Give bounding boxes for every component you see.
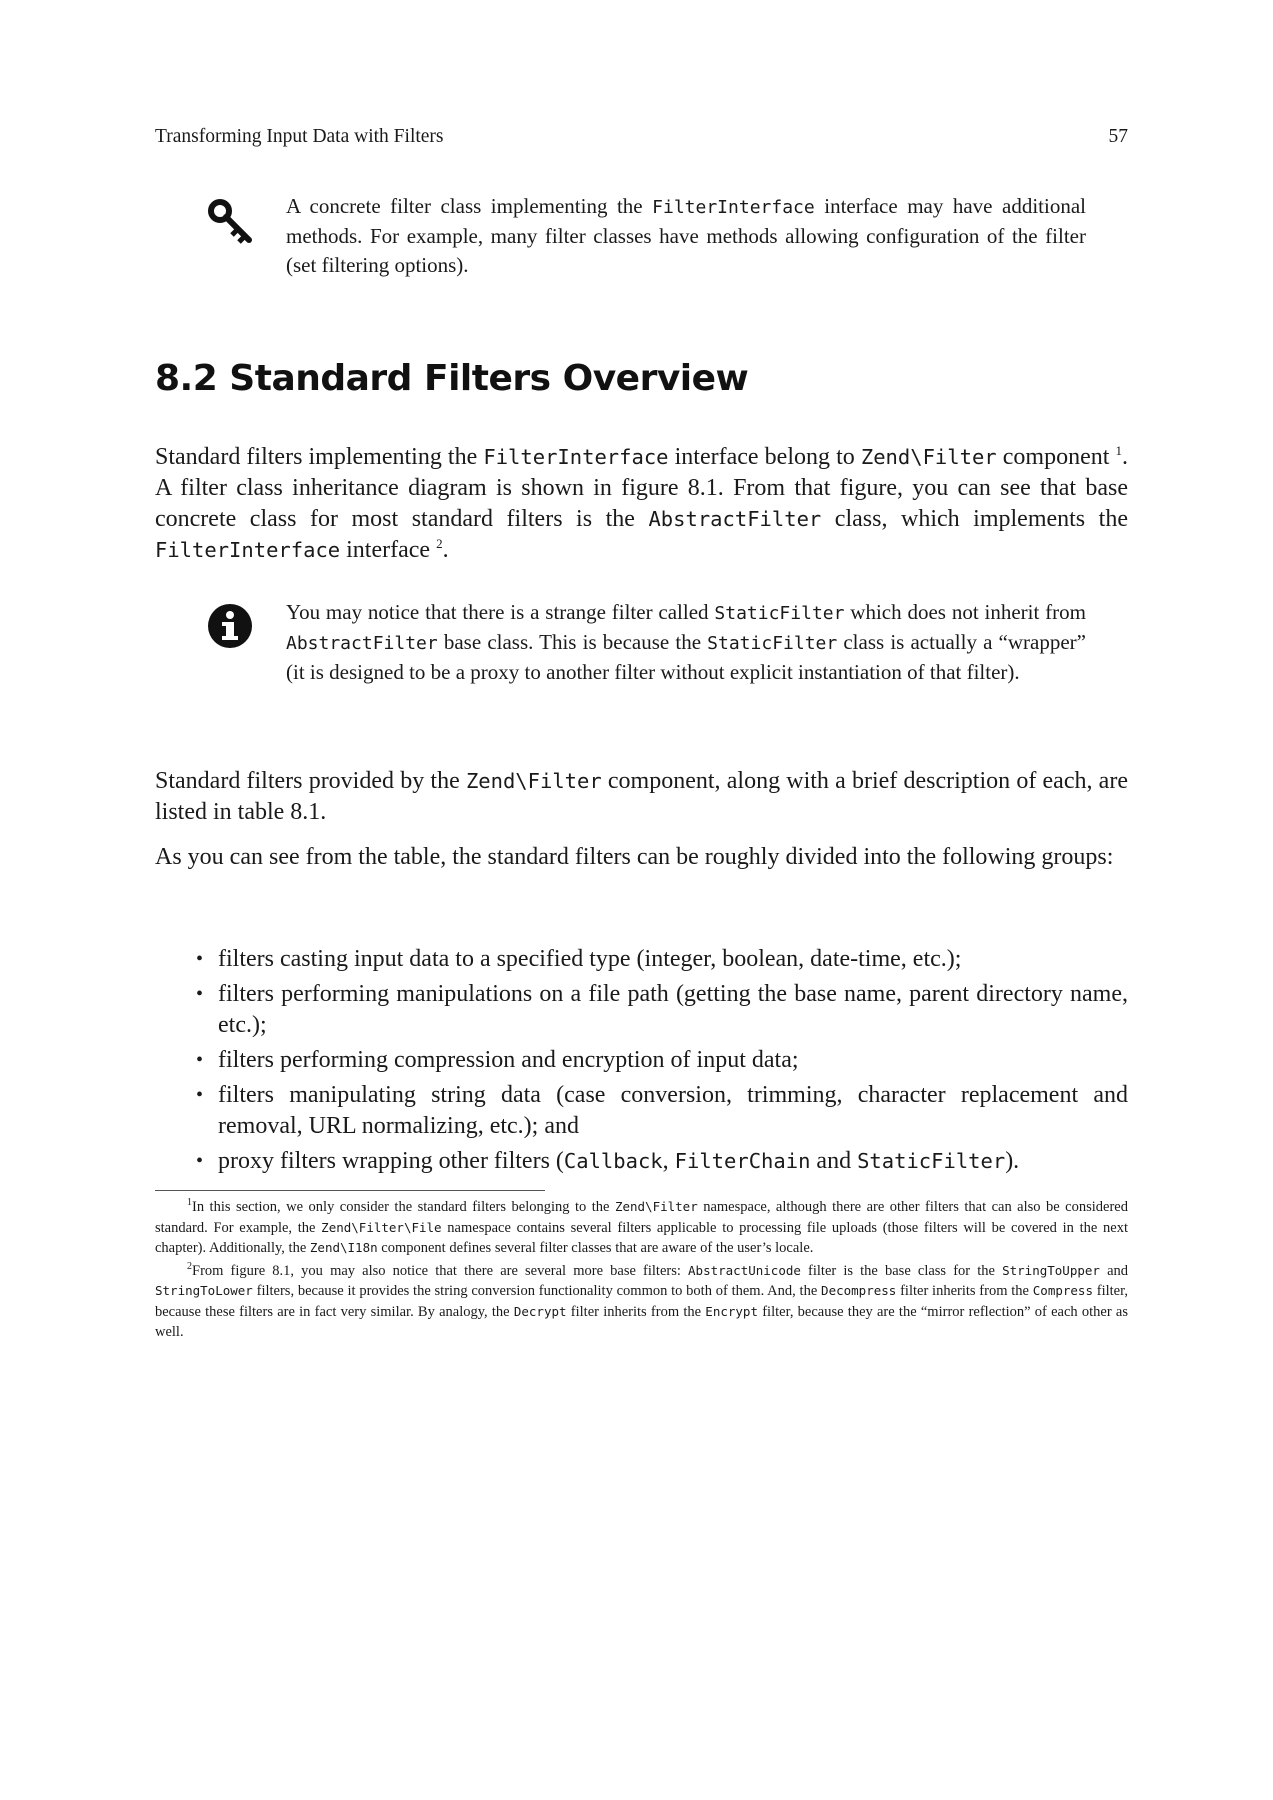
info-note <box>286 598 1086 687</box>
code-filterinterface: FilterInterface <box>652 197 815 218</box>
code-compress: Compress <box>1032 1283 1093 1298</box>
text: filter inherits from the <box>896 1283 1033 1299</box>
code-filterinterface: FilterInterface <box>155 538 341 562</box>
code-abstractfilter: AbstractFilter <box>648 507 822 531</box>
footnote-1 <box>155 1197 1128 1259</box>
text: namespace contains several filters applicable to processing file uploads (those filters will be covered in the next chapter). Additionally, the <box>155 1219 1129 1256</box>
code-zend-filter: Zend\Filter <box>860 445 997 469</box>
footnote-2 <box>155 1261 1128 1343</box>
footnote-ref-2[interactable]: 2 <box>436 536 443 551</box>
text: which does not inherit from <box>844 600 1086 624</box>
code-stringtolower: StringToLower <box>155 1283 253 1298</box>
text: filter inherits from the <box>566 1303 706 1320</box>
code-abstractunicode: AbstractUnicode <box>688 1262 801 1278</box>
text: filters, because it provides the string conversion functionality common to both of them. And, the <box>252 1283 822 1299</box>
text: ). <box>1005 1148 1020 1174</box>
text: In this section, we only consider the standard filters belonging to the <box>192 1199 615 1215</box>
code-callback: Callback <box>563 1149 663 1173</box>
text: . A filter class inheritance diagram is shown in figure 8.1. From that figure, you can see that base concrete class for most standard filters is the <box>155 444 1128 532</box>
text: filter, because these filters are in fact very similar. By analogy, the <box>155 1283 1128 1320</box>
section-heading: 8.2 Standard Filters Overview <box>155 358 749 399</box>
list-item: • filters manipulating string data (case conversion, trimming, character replacement and removal, URL normalizing, etc.); and <box>218 1080 1128 1142</box>
text: As you can see from the table, the standard filters can be roughly divided into the following groups: <box>155 844 1114 870</box>
table-reference-paragraph <box>155 766 1128 828</box>
code-zend-filter-file: Zend\Filter\File <box>321 1219 442 1235</box>
text: proxy filters wrapping other filters ( <box>218 1148 564 1174</box>
footnotes <box>155 1197 1128 1345</box>
tip-text: A concrete filter class implementing the <box>286 194 653 218</box>
text: namespace, although there are other filters that can also be considered standard. For example, the <box>155 1199 1128 1236</box>
text: class is actually a “wrapper” (it is designed to be a proxy to another filter without explicit instantiation of that filter). <box>286 630 1086 684</box>
text: interface belong to <box>668 444 861 470</box>
text: class, which implements the <box>821 506 1129 532</box>
text: filter is the base class for the <box>800 1262 1003 1279</box>
text: and <box>1099 1262 1129 1279</box>
intro-paragraph <box>155 442 1128 566</box>
text: base class. This is because the <box>437 630 708 654</box>
code-filterinterface: FilterInterface <box>483 445 669 469</box>
code-decompress: Decompress <box>821 1283 897 1298</box>
text: , <box>662 1148 675 1174</box>
text: interface <box>340 537 437 563</box>
code-encrypt: Encrypt <box>705 1303 758 1319</box>
footnote-number: 1 <box>187 1197 192 1209</box>
text: component <box>996 444 1116 470</box>
text: component, along with a brief description of each, are listed in table 8.1. <box>155 768 1128 825</box>
list-item <box>218 1146 1128 1177</box>
tip-text: interface may have additional methods. For example, many filter classes have methods allowing configuration of the filter (set filtering options). <box>286 194 1086 277</box>
code-staticfilter: StaticFilter <box>707 633 838 654</box>
code-zend-i18n: Zend\I18n <box>309 1240 378 1255</box>
code-abstractfilter: AbstractFilter <box>286 633 438 654</box>
footnote-ref-1[interactable]: 1 <box>1115 443 1122 458</box>
text: Standard filters provided by the <box>155 768 466 794</box>
running-header <box>155 126 1128 154</box>
info-icon <box>207 603 253 649</box>
list-item: • filters casting input data to a specified type (integer, boolean, date-time, etc.); <box>218 944 1128 975</box>
filter-groups-list <box>155 944 1128 1181</box>
code-decrypt: Decrypt <box>513 1303 567 1319</box>
tip-note <box>286 192 1086 280</box>
code-zend-filter: Zend\Filter <box>465 769 602 793</box>
list-item: • filters performing compression and encryption of input data; <box>218 1045 1128 1076</box>
code-zend-filter: Zend\Filter <box>614 1199 698 1214</box>
page-number: 57 <box>1108 126 1128 147</box>
text: and <box>810 1148 858 1174</box>
text: . <box>442 537 449 563</box>
footnote-divider <box>155 1190 545 1191</box>
code-staticfilter: StaticFilter <box>714 603 845 624</box>
code-filterchain: FilterChain <box>674 1149 811 1173</box>
list-item: • filters performing manipulations on a file path (getting the base name, parent directory name, etc.); <box>218 979 1128 1041</box>
groups-intro-paragraph <box>155 842 1128 873</box>
key-icon <box>205 196 257 248</box>
text: Standard filters implementing the <box>155 444 484 470</box>
code-stringtoupper: StringToUpper <box>1002 1262 1100 1278</box>
footnote-number: 2 <box>187 1260 192 1272</box>
text: filter, because they are the “mirror reflection” of each other as well. <box>155 1303 1129 1340</box>
text: From figure 8.1, you may also notice that there are several more base filters: <box>192 1262 689 1279</box>
text: You may notice that there is a strange filter called <box>286 600 715 624</box>
text: component defines several filter classes that are aware of the user’s locale. <box>377 1240 814 1256</box>
code-staticfilter: StaticFilter <box>857 1149 1006 1173</box>
header-title: Transforming Input Data with Filters <box>155 126 444 147</box>
